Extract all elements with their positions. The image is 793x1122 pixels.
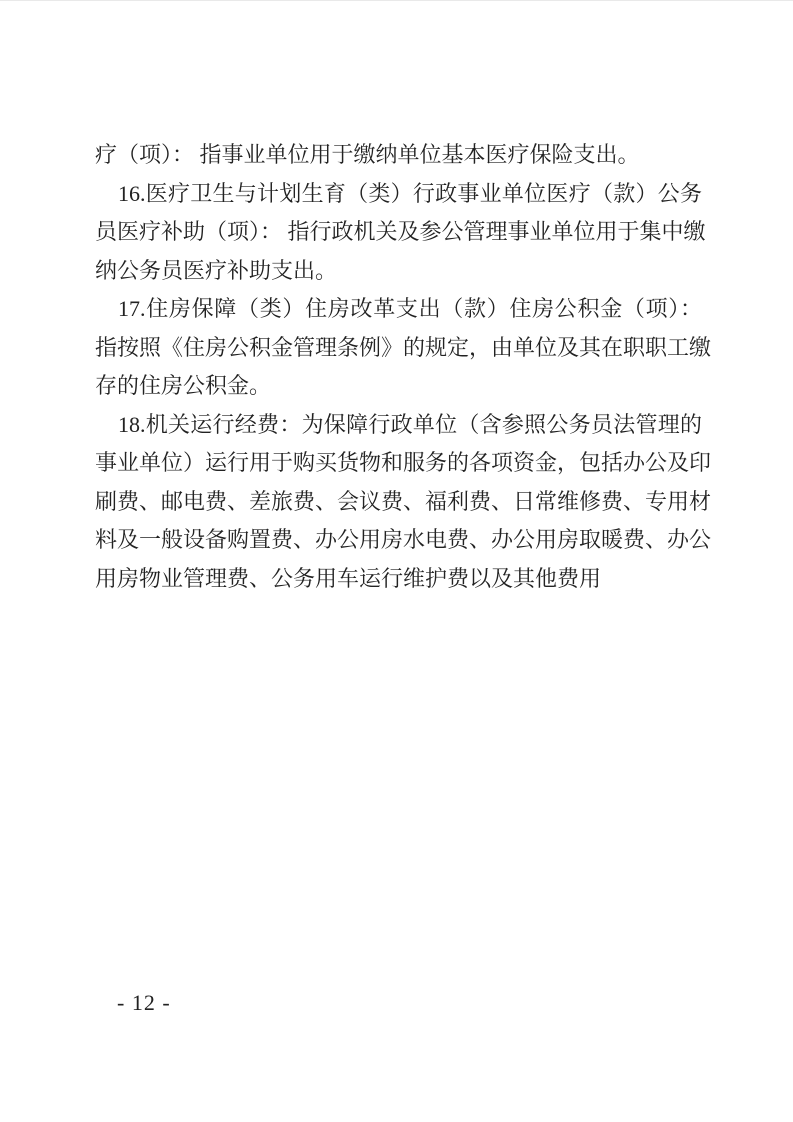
text-line: 疗（项）： 指事业单位用于缴纳单位基本医疗保险支出。: [95, 142, 640, 167]
page-number: - 12 -: [117, 990, 171, 1015]
text-line: 料及一般设备购置费、办公用房水电费、办公用房取暖费、办公: [95, 527, 712, 552]
paragraph-16: [95, 175, 706, 291]
body-text: [95, 136, 712, 598]
text-line: 指按照《住房公积金管理条例》的规定，由单位及其在职职工缴: [95, 334, 712, 360]
text-line: 事业单位）运行用于购买货物和服务的各项资金，包括办公及印: [95, 450, 712, 475]
text-line: 17.住房保障（类）住房改革支出（款）住房公积金（项）：: [118, 296, 702, 321]
paragraph-17: [95, 290, 712, 406]
text-line: 员医疗补助（项）： 指行政机关及参公管理事业单位用于集中缴: [95, 219, 706, 244]
paragraph-18: [95, 406, 712, 599]
text-line: 刷费、邮电费、差旅费、会议费、福利费、日常维修费、专用材: [95, 488, 712, 514]
text-line: 存的住房公积金。: [95, 373, 272, 398]
text-line: 用房物业管理费、公务用车运行维护费以及其他费用: [95, 565, 602, 591]
text-line: 纳公务员医疗补助支出。: [95, 257, 338, 283]
text-line: 18.机关运行经费：为保障行政单位（含参照公务员法管理的: [118, 411, 702, 437]
paragraph-15-continuation: [95, 136, 702, 175]
text-line: 16.医疗卫生与计划生育（类）行政事业单位医疗（款）公务: [118, 180, 702, 206]
